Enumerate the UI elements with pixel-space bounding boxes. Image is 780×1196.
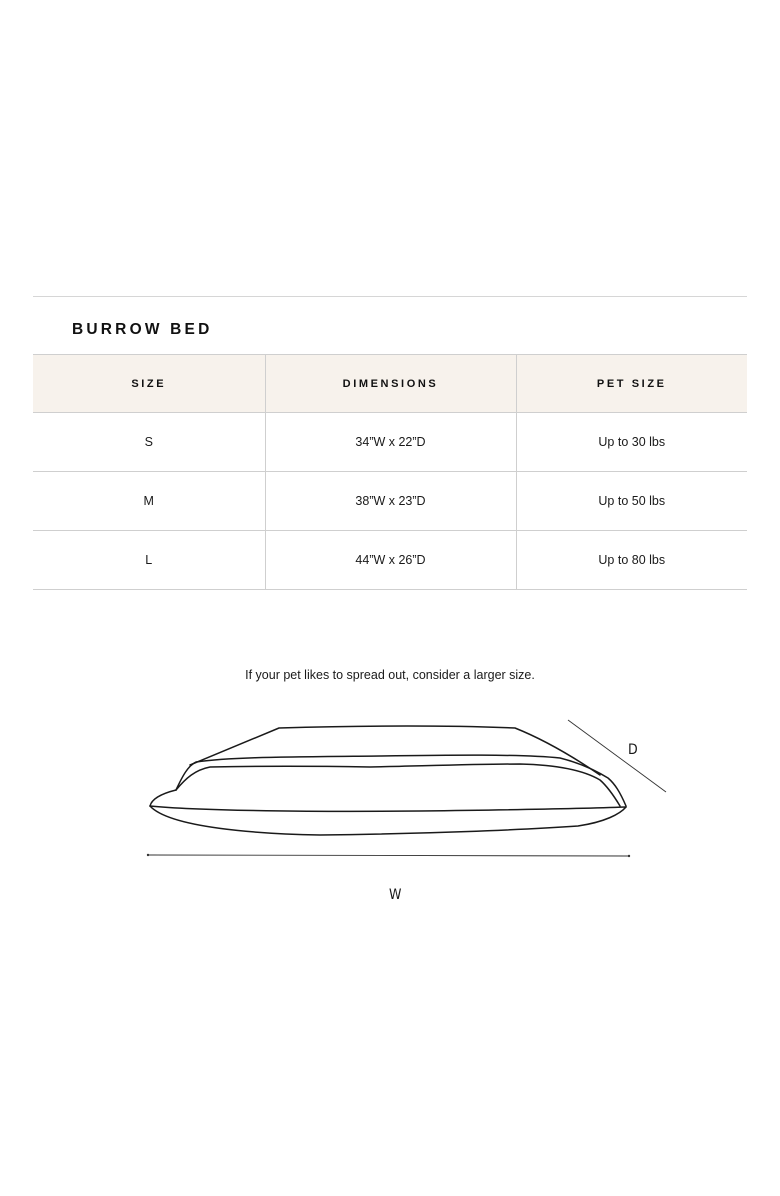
cell-dimensions: 38”W x 23”D (265, 472, 516, 531)
bed-outline-illustration (150, 726, 626, 835)
cell-pet-size: Up to 80 lbs (516, 531, 747, 590)
table-row (33, 531, 747, 590)
width-label: W (389, 887, 402, 903)
cell-size: M (33, 472, 265, 531)
header-size: SIZE (33, 355, 265, 413)
cell-dimensions: 44”W x 26”D (265, 531, 516, 590)
cell-dimensions: 34”W x 22”D (265, 413, 516, 472)
header-pet-size: PET SIZE (516, 355, 747, 413)
table-header-row (33, 355, 747, 413)
bed-dimension-diagram (0, 700, 780, 920)
cell-size: S (33, 413, 265, 472)
product-title: BURROW BED (72, 321, 213, 338)
depth-label: D (628, 742, 638, 758)
depth-measure-line (568, 720, 666, 792)
width-measure-line (148, 855, 629, 856)
cell-pet-size: Up to 30 lbs (516, 413, 747, 472)
size-chart-table (33, 354, 747, 590)
cell-pet-size: Up to 50 lbs (516, 472, 747, 531)
header-dimensions: DIMENSIONS (265, 355, 516, 413)
table-row (33, 413, 747, 472)
top-divider (33, 296, 747, 297)
cell-size: L (33, 531, 265, 590)
table-row (33, 472, 747, 531)
sizing-note: If your pet likes to spread out, consider a larger size. (245, 668, 535, 682)
